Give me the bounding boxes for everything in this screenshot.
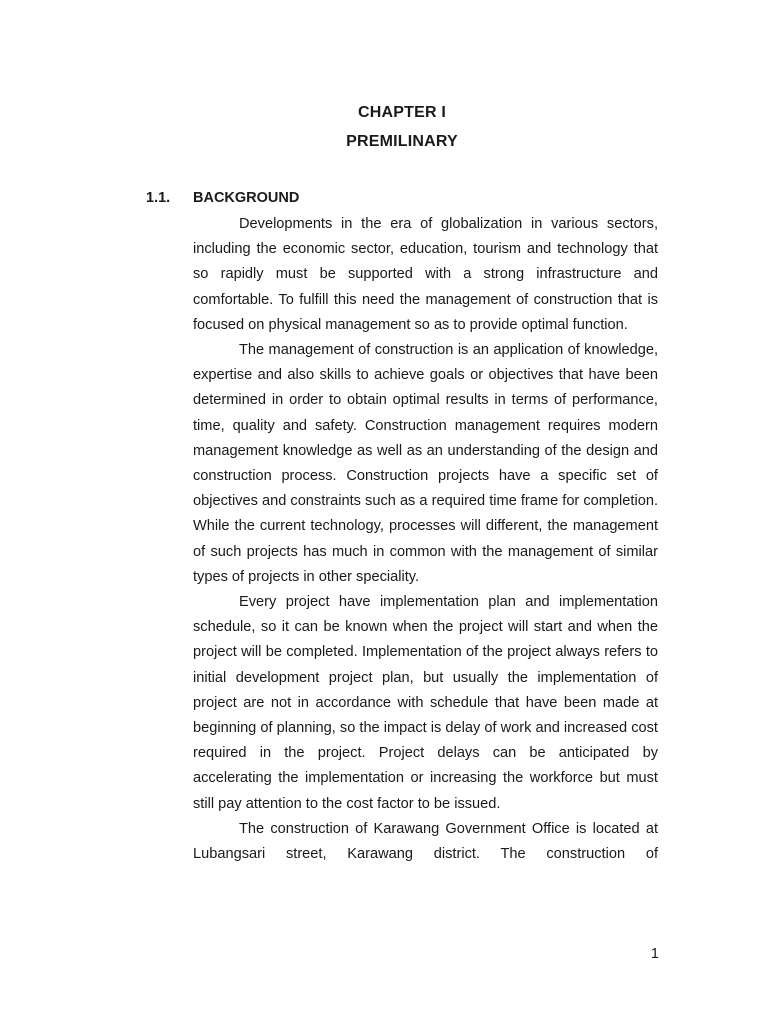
page-number: 1 [650,946,659,962]
paragraph: Every project have implementation plan and implementation schedule, so it can be known when the project will start and when the project will be completed. Implementation of the project always refers to initial development project plan, but usually the implementation of project are not in accordance with schedule that have been made at beginning of planning, so the impact is delay of work and increased cost required in the project. Project delays can be anticipated by accelerating the implementation or increasing the workforce but must still pay attention to the cost factor to be issued. [193,594,658,812]
paragraph: The management of construction is an application of knowledge, expertise and also skills to achieve goals or objectives that have been determined in order to obtain optimal results in terms of performance, time, quality and safety. Construction management requires modern management knowledge as well as an understanding of the design and construction process. Construction projects have a specific set of objectives and constraints such as a required time frame for completion. While the current technology, processes will different, the management of such projects has much in common with the management of similar types of projects in other speciality. [193,342,658,585]
section-number: 1.1. [146,190,171,206]
paragraph: The construction of Karawang Government Office is located at Lubangsari street, Karawang district. The construction of [193,820,658,863]
section-heading: BACKGROUND [193,190,300,206]
paragraph: Developments in the era of globalization in various sectors, including the economic sector, education, tourism and technology that so rapidly must be supported with a strong infrastructure and comfortable. To fulfill this need the management of construction that is focused on physical management so as to provide optimal function. [193,216,658,333]
section-body [193,212,658,867]
chapter-title: CHAPTER I [357,104,447,121]
chapter-subtitle: PREMILINARY [346,133,458,150]
